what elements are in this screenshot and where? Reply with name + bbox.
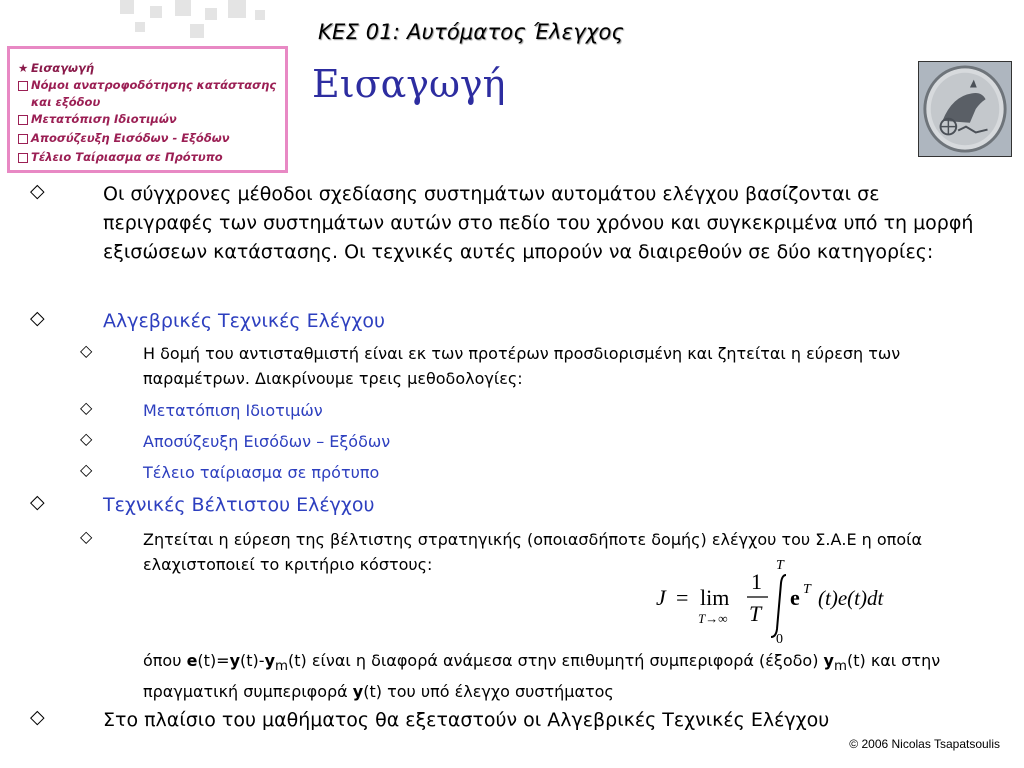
- bullet-diamond-icon: ◇: [80, 460, 93, 479]
- sub-eigenvalue-shift: Μετατόπιση Ιδιοτιμών: [143, 401, 323, 420]
- formula-equals: =: [676, 585, 689, 610]
- cost-function-formula: [652, 555, 912, 647]
- bullet-diamond-icon: ◇: [30, 491, 45, 513]
- algebraic-description: Η δομή του αντισταθμιστή είναι εκ των προτέρων προσδιορισμένη και ζητείται η εύρεση των παραμέτρων. Διακρίνουμε τρεις μεθοδολογίες:: [143, 344, 901, 388]
- course-title: ΚΕΣ 01: Αυτόματος Έλεγχος: [318, 20, 625, 44]
- formula-e: e: [790, 585, 800, 610]
- nav-item-decoupling[interactable]: [18, 130, 277, 149]
- checkbox-square-icon: [18, 153, 28, 163]
- bullet-diamond-icon: ◇: [80, 429, 93, 448]
- nav-item-label: Αποσύζευξη Εισόδων - Εξόδων: [31, 131, 230, 145]
- nav-item-label: Νόμοι ανατροφοδότησης κατάστασης και εξόδου: [31, 78, 277, 109]
- nav-item-eigenvalue-shift[interactable]: [18, 111, 277, 130]
- optimal-description: Ζητείται η εύρεση της βέλτιστης στρατηγικής (οποιασδήποτε δομής) ελέγχου του Σ.Α.Ε η οποία ελαχιστοποιεί το κριτήριο κόστους:: [143, 530, 923, 574]
- bullet-diamond-icon: ◇: [30, 706, 45, 728]
- sub-decoupling: Αποσύζευξη Εισόδων – Εξόδων: [143, 432, 391, 451]
- error-definition: όπου $e(t)=y(t)-y_m(t)$ είναι η διαφορά ανάμεσα στην επιθυμητή συμπεριφορά (έξοδο) $y_m(t)$ και στην πραγματική συμπεριφορά y(t) του υπό έλεγχο συστήματος: [143, 651, 941, 702]
- nav-item-label: Τέλειο Ταίριασμα σε Πρότυπο: [31, 150, 223, 164]
- copyright-footer: © 2006 Nicolas Tsapatsoulis: [849, 737, 1000, 751]
- bullet-diamond-icon: ◇: [80, 341, 93, 360]
- heading-algebraic-techniques: Αλγεβρικές Τεχνικές Ελέγχου: [103, 310, 385, 332]
- intro-paragraph: Οι σύγχρονες μέθοδοι σχεδίασης συστημάτων αυτομάτου ελέγχου βασίζονται σε περιγραφές των συστημάτων αυτών στο πεδίο του χρόνου και συγκεκριμένα υπό τη μορφή εξισώσεων κατάστασης. Οι τεχνικές αυτές μπορούν να διαιρεθούν σε δύο κατηγορίες:: [103, 183, 974, 263]
- formula-numerator: 1: [751, 569, 762, 594]
- formula-lim-subscript: T→∞: [698, 611, 728, 626]
- nav-item-introduction[interactable]: [18, 60, 277, 77]
- sub-model-matching: Τέλειο ταίριασμα σε πρότυπο: [143, 463, 380, 482]
- slide-title: Εισαγωγή: [312, 62, 506, 106]
- bullet-diamond-icon: ◇: [80, 398, 93, 417]
- bullet-diamond-icon: ◇: [80, 527, 93, 546]
- nav-item-label: Μετατόπιση Ιδιοτιμών: [31, 112, 177, 126]
- checkbox-square-icon: [18, 81, 28, 91]
- formula-denominator: T: [749, 601, 762, 626]
- formula-lower-limit: 0: [776, 632, 783, 647]
- decorative-pattern: [120, 0, 280, 45]
- closing-paragraph: Στο πλαίσιο του μαθήματος θα εξεταστούν οι Αλγεβρικές Τεχνικές Ελέγχου: [103, 709, 830, 731]
- star-icon: ★: [18, 61, 29, 75]
- nav-item-feedback-laws[interactable]: [18, 77, 277, 111]
- formula-J: J: [656, 585, 666, 610]
- nav-item-label: Εισαγωγή: [31, 61, 95, 75]
- formula-transpose: T: [803, 582, 811, 597]
- checkbox-square-icon: [18, 134, 28, 144]
- bullet-diamond-icon: ◇: [30, 307, 45, 329]
- formula-lim: lim: [700, 585, 730, 610]
- heading-optimal-control: Τεχνικές Βέλτιστου Ελέγχου: [103, 494, 375, 516]
- checkbox-square-icon: [18, 115, 28, 125]
- formula-upper-limit: T: [776, 558, 784, 573]
- section-nav: [7, 46, 288, 173]
- coin-image: [918, 61, 1012, 157]
- nav-item-model-matching[interactable]: [18, 149, 277, 168]
- formula-integrand: (t)e(t)dt: [818, 586, 884, 610]
- bullet-diamond-icon: ◇: [30, 180, 45, 202]
